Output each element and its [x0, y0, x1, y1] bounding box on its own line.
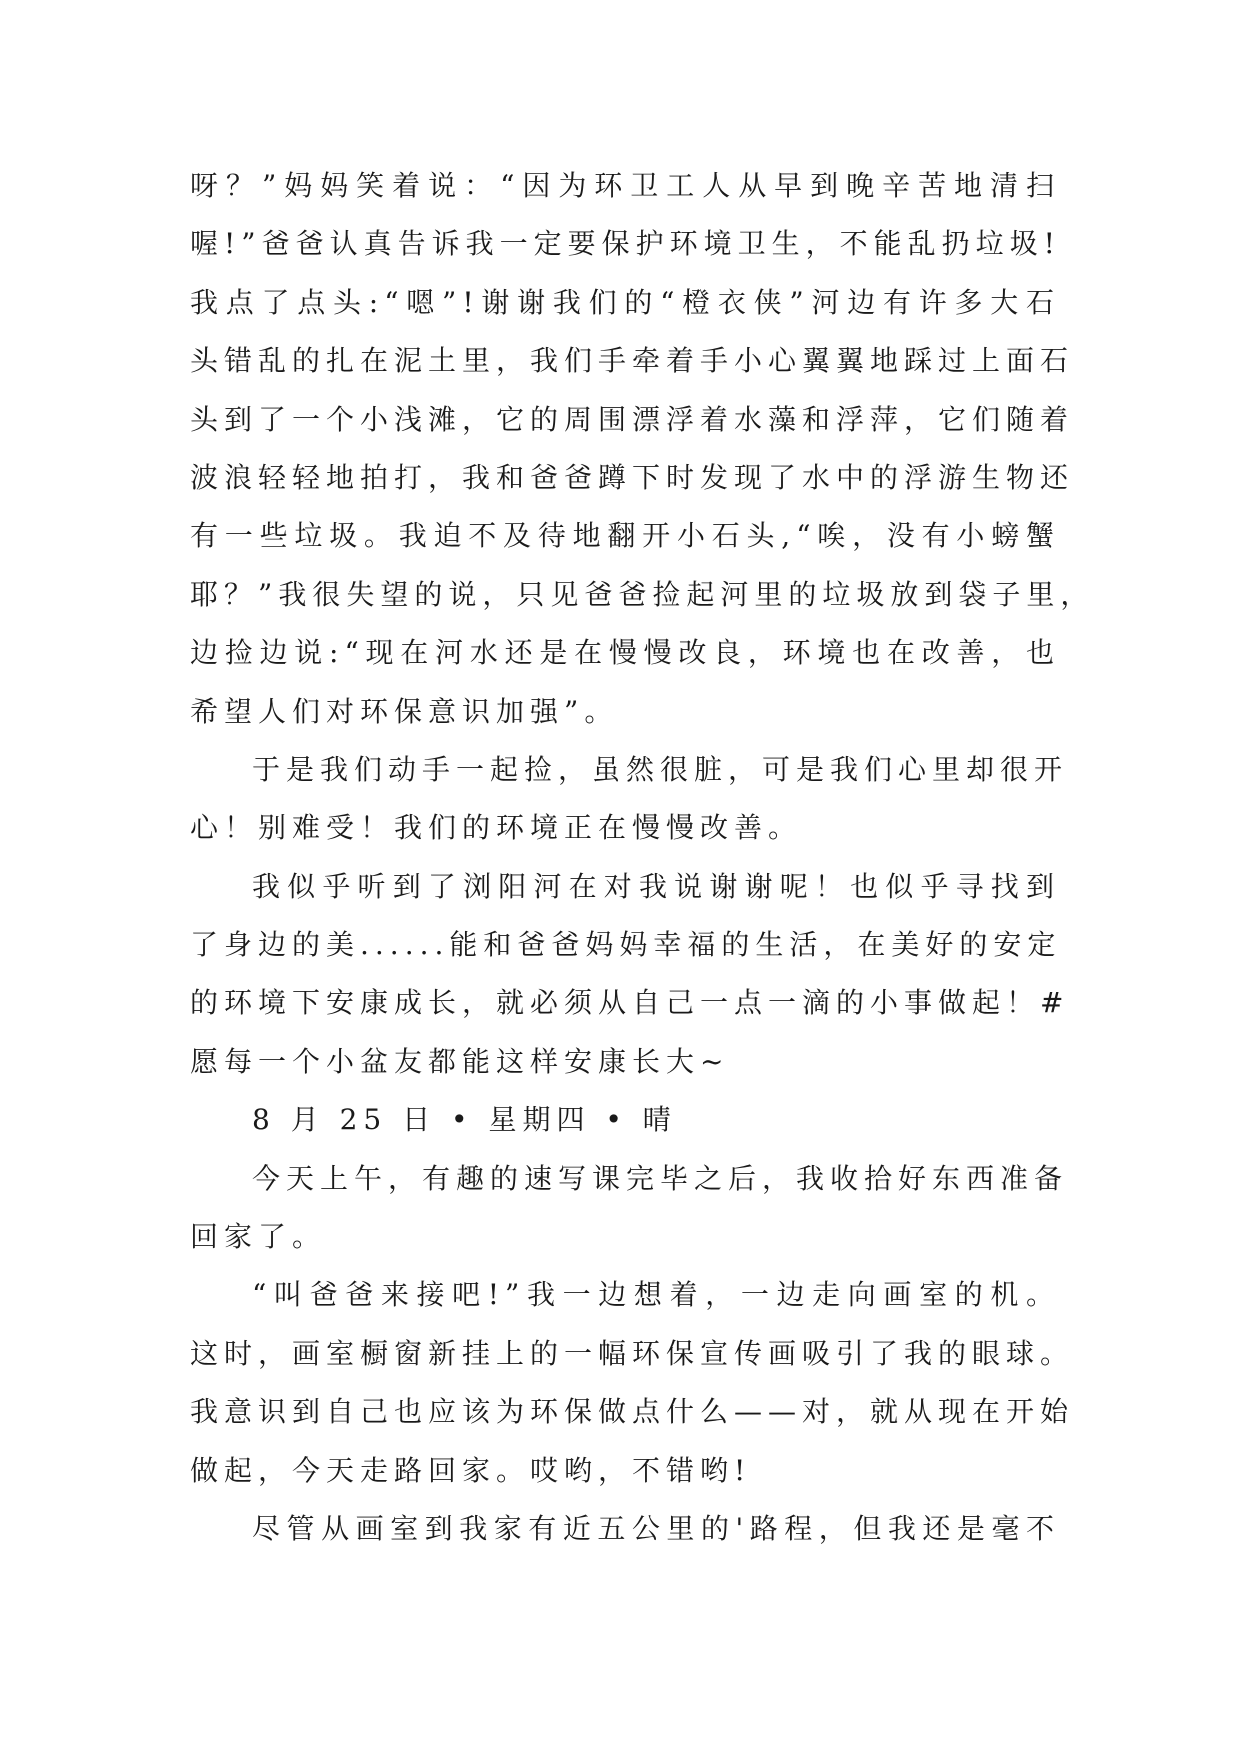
text-line-12: 心！别难受！我们的环境正在慢慢改善。: [190, 811, 803, 845]
text-line-3: 我点了点头:“嗯”!谢谢我们的“橙衣侠”河边有许多大石: [190, 285, 1060, 319]
text-line-10: 希望人们对环保意识加强”。: [190, 694, 619, 728]
text-line-20: “叫爸爸来接吧!”我一边想着，一边走向画室的机。: [252, 1278, 1060, 1312]
text-line-11: 于是我们动手一起捡，虽然很脏，可是我们心里却很开: [252, 752, 1069, 786]
text-line-21: 这时，画室橱窗新挂上的一幅环保宣传画吸引了我的眼球。: [190, 1336, 1075, 1370]
text-line-24: 尽管从画室到我家有近五公里的'路程，但我还是毫不: [252, 1511, 1060, 1545]
text-line-1: 呀？”妈妈笑着说：“因为环卫工人从早到晚辛苦地清扫: [190, 169, 1060, 202]
text-line-7: 有一些垃圾。我迫不及待地翻开小石头,“唉，没有小螃蟹: [190, 519, 1060, 553]
text-line-16: 愿每一个小盆友都能这样安康长大~: [190, 1044, 730, 1078]
text-line-9: 边捡边说:“现在河水还是在慢慢改良，环境也在改善，也: [190, 636, 1060, 670]
text-line-13: 我似乎听到了浏阳河在对我说谢谢呢！也似乎寻找到: [252, 869, 1060, 903]
text-line-15: 的环境下安康成长，就必须从自己一点一滴的小事做起！#: [190, 986, 1070, 1020]
text-line-19: 回家了。: [190, 1220, 327, 1254]
text-line-8: 耶？”我很失望的说，只见爸爸捡起河里的垃圾放到袋子里，: [190, 577, 1095, 611]
text-line-6: 波浪轻轻地拍打，我和爸爸蹲下时发现了水中的浮游生物还: [190, 460, 1075, 494]
text-line-14: 了身边的美......能和爸爸妈妈幸福的生活，在美好的安定: [190, 928, 1062, 962]
text-line-23: 做起，今天走路回家。哎哟，不错哟!: [190, 1453, 752, 1487]
text-line-5: 头到了一个小浅滩，它的周围漂浮着水藻和浮萍，它们随着: [190, 402, 1075, 436]
date-heading: 8 月 25 日 • 星期四 • 晴: [252, 1103, 677, 1137]
text-line-22: 我意识到自己也应该为环保做点什么——对，就从现在开始: [190, 1395, 1075, 1429]
text-line-2: 喔!”爸爸认真告诉我一定要保护环境卫生，不能乱扔垃圾!: [190, 227, 1061, 261]
document-page: [190, 157, 1095, 1558]
text-line-18: 今天上午，有趣的速写课完毕之后，我收拾好东西准备: [252, 1161, 1069, 1195]
text-line-4: 头错乱的扎在泥土里，我们手牵着手小心翼翼地踩过上面石: [190, 344, 1075, 378]
